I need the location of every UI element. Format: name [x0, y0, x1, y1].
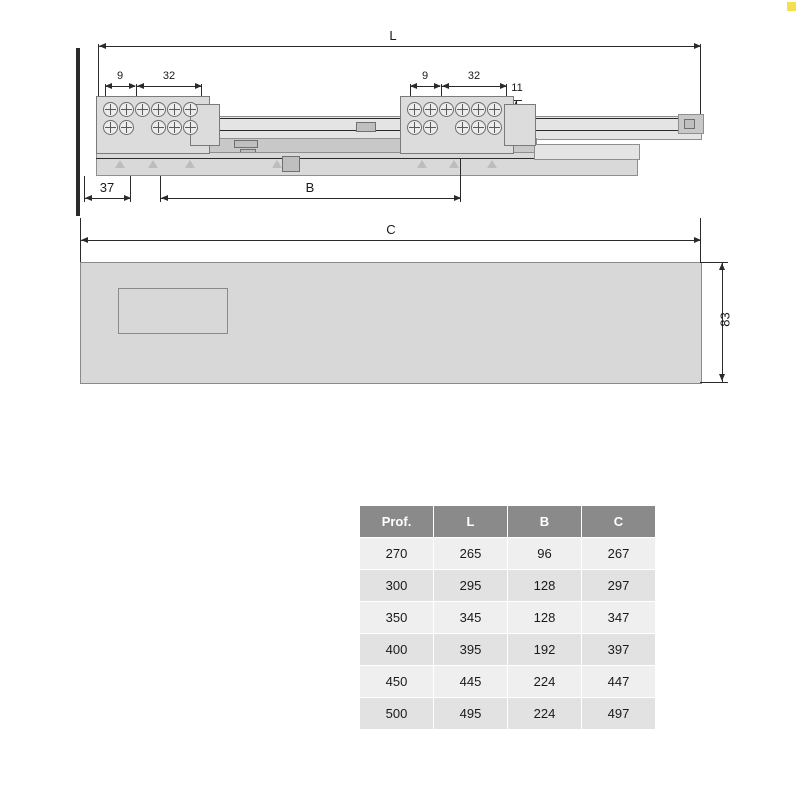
table-row: [360, 634, 656, 666]
cell-prof: 500: [360, 698, 434, 730]
dim-front-32-label: 32: [162, 70, 176, 82]
table-row: [360, 666, 656, 698]
table-header-l: L: [434, 506, 508, 538]
cell-c: 397: [582, 634, 656, 666]
cell-prof: 450: [360, 666, 434, 698]
table-row: [360, 602, 656, 634]
table-row: [360, 570, 656, 602]
cell-l: 345: [434, 602, 508, 634]
dim-83-ext-bottom: [700, 382, 728, 383]
table-header-row: [360, 506, 656, 538]
dim-C-line: [80, 240, 700, 241]
dim-83-arrow-up: [719, 263, 725, 270]
dim-11-label: 11: [511, 82, 523, 94]
cell-c: 447: [582, 666, 656, 698]
cell-l: 445: [434, 666, 508, 698]
drawer-panel-cutout: [118, 288, 228, 334]
cell-l: 495: [434, 698, 508, 730]
cell-b: 224: [508, 666, 582, 698]
dim-rear-9-label: 9: [421, 70, 429, 82]
cell-b: 128: [508, 570, 582, 602]
dim-37-label: 37: [99, 180, 115, 195]
cell-c: 347: [582, 602, 656, 634]
cell-c: 297: [582, 570, 656, 602]
dim-front-9-label: 9: [116, 70, 124, 82]
cell-c: 267: [582, 538, 656, 570]
specification-table: [359, 505, 656, 730]
cell-prof: 400: [360, 634, 434, 666]
dim-83-arrow-down: [719, 374, 725, 381]
cell-b: 224: [508, 698, 582, 730]
cell-b: 128: [508, 602, 582, 634]
table-header-prof: Prof.: [360, 506, 434, 538]
cell-l: 295: [434, 570, 508, 602]
dim-83-label: 83: [717, 312, 733, 327]
cell-prof: 270: [360, 538, 434, 570]
cell-c: 497: [582, 698, 656, 730]
dim-rear-32-label: 32: [467, 70, 481, 82]
cell-l: 265: [434, 538, 508, 570]
dim-C-arrow-left: [81, 237, 88, 243]
table-row: [360, 698, 656, 730]
dim-B-label: B: [305, 180, 315, 195]
cell-prof: 350: [360, 602, 434, 634]
cell-l: 395: [434, 634, 508, 666]
dim-L-label: L: [389, 28, 397, 43]
dim-C-arrow-right: [694, 237, 701, 243]
cell-b: 192: [508, 634, 582, 666]
cell-prof: 300: [360, 570, 434, 602]
table-row: [360, 538, 656, 570]
cell-b: 96: [508, 538, 582, 570]
dim-C-label: C: [386, 222, 396, 237]
table-header-c: C: [582, 506, 656, 538]
table-header-b: B: [508, 506, 582, 538]
